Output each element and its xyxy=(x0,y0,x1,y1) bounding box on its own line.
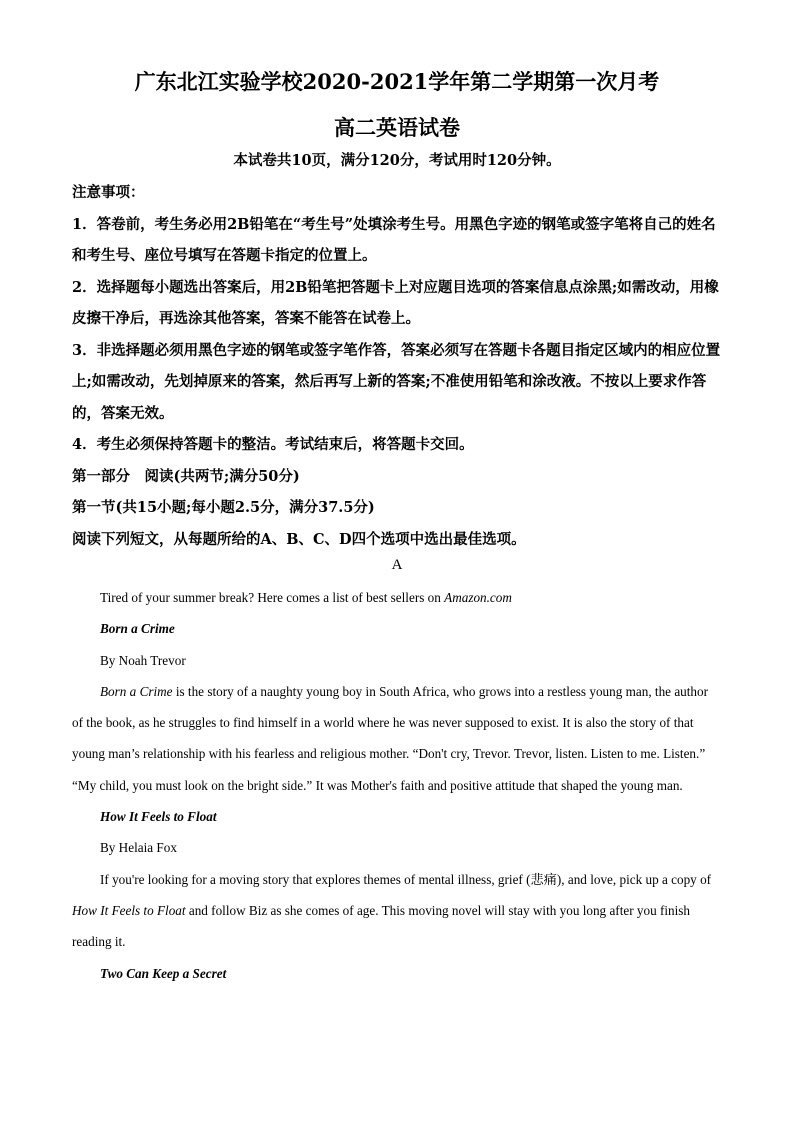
book-title-2: How It Feels to Float xyxy=(100,809,217,825)
book-desc-2-title: How It Feels to Float xyxy=(72,902,186,918)
passage-label: A xyxy=(391,557,403,573)
notice-item-3: 3．非选择题必须用黑色字迹的钢笔或签字笔作答，答案必须写在答题卡各题目指定区域内的相应位置上;如需改动，先划掉原来的答案，然后再写上新的答案;不准使用铅笔和涂改液。不按以上要求作答的，答案无效。 xyxy=(72,341,721,422)
passage-intro xyxy=(72,582,722,613)
exam-subtitle: 高二英语试卷 xyxy=(334,115,460,140)
book-author-2: By Helaia Fox xyxy=(100,840,177,856)
exam-title: 广东北江实验学校2020-2021学年第二学期第一次月考 xyxy=(134,69,660,94)
book-desc-2-a: If you're looking for a moving story that explores themes of mental illness, grief (悲痛), and love, pick up a copy of xyxy=(100,871,712,887)
section1-heading: 第一节(共15小题;每小题2.5分，满分37.5分) xyxy=(72,499,375,516)
book-desc-2 xyxy=(72,864,722,958)
exam-info: 本试卷共10页，满分120分，考试用时120分钟。 xyxy=(233,152,561,169)
book-desc-1-title: Born a Crime xyxy=(100,683,173,699)
reading-instruction: 阅读下列短文，从每题所给的A、B、C、D四个选项中选出最佳选项。 xyxy=(72,530,526,548)
notice-item-2: 2．选择题每小题选出答案后，用2B铅笔把答题卡上对应题目选项的答案信息点涂黑;如需改动，用橡皮擦干净后，再选涂其他答案，答案不能答在试卷上。 xyxy=(72,278,719,327)
book-desc-1 xyxy=(72,676,722,801)
notice-item-1: 1．答卷前，考生务必用2B铅笔在“考生号”处填涂考生号。用黑色字迹的钢笔或签字笔将自己的姓名和考生号、座位号填写在答题卡指定的位置上。 xyxy=(72,215,716,264)
book-desc-1-text: is the story of a naughty young boy in South Africa, who grows into a restless young man, the author of the book, as he struggles to find himself in a world where he was never supposed to exist. It is also the story of that young man’s relationship with his fearless and religious mother. “Don't cry, Trevor. Trevor, listen. Listen to me. Listen.” “My child, you must look on the bright side.” It was Mother's faith and positive attitude that shaped the young man. xyxy=(72,683,709,793)
notice-heading: 注意事项： xyxy=(72,184,145,201)
book-author-1: By Noah Trevor xyxy=(100,652,186,668)
book-desc-2-b: and follow Biz as she comes of age. This moving novel will stay with you long after you finish reading it. xyxy=(72,902,691,950)
passage-a xyxy=(72,582,722,989)
intro-text: Tired of your summer break? Here comes a list of best sellers on xyxy=(100,590,445,605)
part1-heading: 第一部分 阅读(共两节;满分50分) xyxy=(72,467,300,485)
book-title-1: Born a Crime xyxy=(100,621,175,637)
notice-item-4: 4．考生必须保持答题卡的整洁。考试结束后，将答题卡交回。 xyxy=(72,436,474,453)
book-title-3: Two Can Keep a Secret xyxy=(100,965,227,981)
notice-block xyxy=(72,177,724,555)
intro-site: Amazon.com xyxy=(444,590,512,605)
